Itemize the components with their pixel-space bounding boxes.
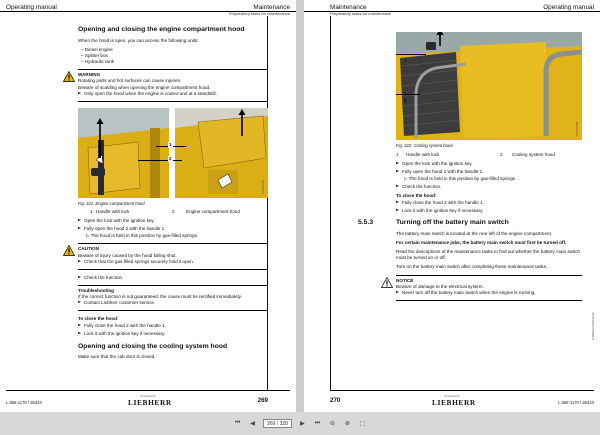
header-subtitle: Preparatory tasks for maintenance	[330, 11, 392, 16]
units-list	[78, 47, 268, 65]
troubleshooting-step: Contact Liebherr customer service.	[78, 300, 268, 306]
warning-box	[78, 69, 268, 101]
page-header	[304, 0, 600, 20]
battery-section-heading	[358, 219, 582, 227]
figure-id: 123456789	[261, 179, 265, 194]
caution-text: Beware of injury caused by the hood falling shut.	[78, 252, 177, 258]
list-item: – Diesel engine	[81, 47, 113, 53]
figure-caption: Fig. 321: Engine compartment hood	[78, 200, 145, 206]
warning-title: WARNING	[78, 72, 101, 78]
callout-line	[138, 160, 182, 161]
figure-legend: 1 Handle with lock 2 Engine compartment hood	[90, 209, 240, 215]
caution-title: CAUTION	[78, 246, 99, 252]
zoom-out-icon[interactable]: ⊖	[329, 421, 335, 427]
step-arrow-icon	[78, 332, 81, 334]
right-page	[304, 0, 600, 412]
first-page-icon[interactable]: ⏮	[234, 420, 241, 426]
procedure-step: Fully close the hood 2 with the handle 1.	[78, 323, 268, 329]
warning-icon	[63, 245, 75, 256]
troubleshooting-text: If the correct function is not guaranteed, the cause must be rectified immediately.	[78, 293, 242, 299]
list-item: – Splitter box	[81, 53, 108, 59]
page-header	[0, 0, 296, 20]
step-arrow-icon	[396, 201, 399, 203]
warning-text: Beware of scalding when opening the engine compartment hood.	[78, 84, 211, 90]
step-arrow-icon	[396, 162, 399, 164]
close-title: To close the hood:	[396, 192, 437, 198]
callout-line	[396, 54, 426, 55]
section-title: Turning off the battery main switch	[396, 219, 509, 227]
troubleshooting-block	[78, 285, 268, 306]
close-block	[78, 310, 268, 337]
next-page-icon[interactable]: ▶	[300, 421, 305, 427]
body-text-bold: For certain maintenance jobs, the battery main switch must first be turned off.	[396, 240, 567, 246]
step-arrow-icon	[78, 324, 81, 326]
caution-step: Check that the gas-filled springs securely hold it open.	[78, 259, 268, 265]
chapter-title: Maintenance	[253, 4, 290, 11]
chapter-title: Maintenance	[330, 4, 367, 11]
section-heading: Opening and closing the engine compartment hood	[78, 26, 245, 33]
doc-code: L 566-1170 / 26443	[6, 400, 42, 405]
body-text: Read the descriptions of the maintenance tasks to find out whether the battery main switch must be turned on or off.	[396, 249, 581, 261]
side-id: LHB/de/en/fr/it/es/pt/nl	[591, 312, 595, 340]
step-arrow-icon	[78, 276, 81, 278]
procedure-step: Fully open the hood 2 with the handle 1.	[78, 226, 268, 232]
step-arrow-icon	[78, 301, 81, 303]
section-number: 5.5.3	[358, 219, 374, 227]
section-heading: Opening and closing the cooling system hood	[78, 343, 228, 351]
step-arrow-icon	[78, 227, 81, 229]
engine-hood-figure	[78, 108, 268, 198]
callout-line	[396, 94, 420, 95]
intro-text: When the hood is open, you can access the following units:	[78, 38, 199, 44]
body-text: Make sure that the cab door is closed.	[78, 354, 156, 360]
body-text: Turn on the battery main switch after completing these maintenance tasks.	[396, 264, 548, 270]
step-arrow-icon	[396, 209, 399, 211]
procedure-step: Lock it with the ignition key if necessary.	[396, 208, 582, 214]
step-arrow-icon	[78, 92, 81, 94]
notice-text: Beware of damage to the electrical system.	[396, 283, 484, 289]
liebherr-logo: xxxxxxxxx LIEBHERR	[128, 394, 172, 407]
manual-title: Operating manual	[543, 4, 594, 11]
engine-hood-photo	[78, 108, 268, 198]
cooling-hood-photo	[396, 32, 582, 140]
zoom-in-icon[interactable]: ⊕	[344, 421, 350, 427]
step-result: ▷ The hood is held in this position by gas-filled springs.	[404, 175, 517, 181]
viewer-toolbar	[0, 412, 600, 435]
procedure-step: Fully close the hood 2 with the handle 1.	[396, 200, 582, 206]
last-page-icon[interactable]: ⏭	[314, 420, 321, 426]
step-arrow-icon	[78, 260, 81, 262]
warning-icon	[63, 71, 75, 82]
cooling-hood-figure	[396, 32, 582, 140]
step-arrow-icon	[396, 291, 399, 293]
left-page	[0, 0, 296, 412]
page-footer	[0, 390, 296, 412]
warning-step: Only open the hood when the engine is cooled and at a standstill.	[78, 91, 268, 97]
warning-text: Rotating parts and hot surfaces can cause injuries.	[78, 78, 182, 84]
caution-box	[78, 243, 268, 269]
procedure-step: Open the lock with the ignition key.	[78, 218, 268, 224]
manual-title: Operating manual	[6, 4, 57, 11]
troubleshooting-title: Troubleshooting	[78, 287, 114, 293]
step-arrow-icon	[78, 219, 81, 221]
doc-code: L 566-1170 / 26443	[558, 400, 594, 405]
step-arrow-icon	[396, 170, 399, 172]
liebherr-logo: xxxxxxxxx LIEBHERR	[432, 394, 476, 407]
page-number: 270	[330, 397, 341, 404]
figure-caption: Fig. 322: Cooling system hood	[396, 143, 453, 148]
body-text: The battery main switch is located at the rear left of the engine compartment.	[396, 231, 553, 237]
notice-box	[396, 275, 582, 301]
procedure-step: Lock it with the ignition key if necessary.	[78, 331, 268, 337]
fit-page-icon[interactable]: ⬚	[359, 421, 366, 427]
figure-legend: 1 Handle with lock 2 Cooling system hood	[396, 151, 555, 157]
figure-id: 123456789	[575, 122, 579, 136]
procedure-step: Open the lock with the ignition key.	[396, 161, 582, 167]
page-number: 269	[257, 397, 268, 404]
procedure-step: Check the function.	[78, 275, 268, 281]
left-content	[78, 26, 268, 360]
page-input[interactable]: 269 / 328	[263, 419, 292, 428]
procedure-step: Check the function.	[396, 184, 582, 190]
callout-2: 2	[169, 155, 172, 161]
callout-2: 2	[404, 98, 407, 103]
page-footer	[304, 390, 600, 412]
notice-title: NOTICE	[396, 277, 414, 283]
close-title: To close the hood:	[78, 315, 119, 321]
callout-1: 1	[404, 58, 407, 63]
margin-line	[330, 16, 331, 390]
step-result: ▷ The hood is held in this position by gas-filled springs.	[86, 233, 199, 239]
right-content	[358, 18, 582, 306]
notice-icon	[381, 277, 393, 288]
list-item: – Hydraulic tank	[81, 59, 114, 65]
header-subtitle: Preparatory tasks for maintenance	[228, 11, 290, 16]
callout-1: 1	[169, 141, 172, 147]
notice-step: Never turn off the battery main switch when the engine is running.	[396, 290, 582, 296]
procedure-step: Fully open the hood 2 with the handle 1.	[396, 169, 582, 175]
prev-page-icon[interactable]: ◀	[250, 421, 255, 427]
step-arrow-icon	[396, 185, 399, 187]
